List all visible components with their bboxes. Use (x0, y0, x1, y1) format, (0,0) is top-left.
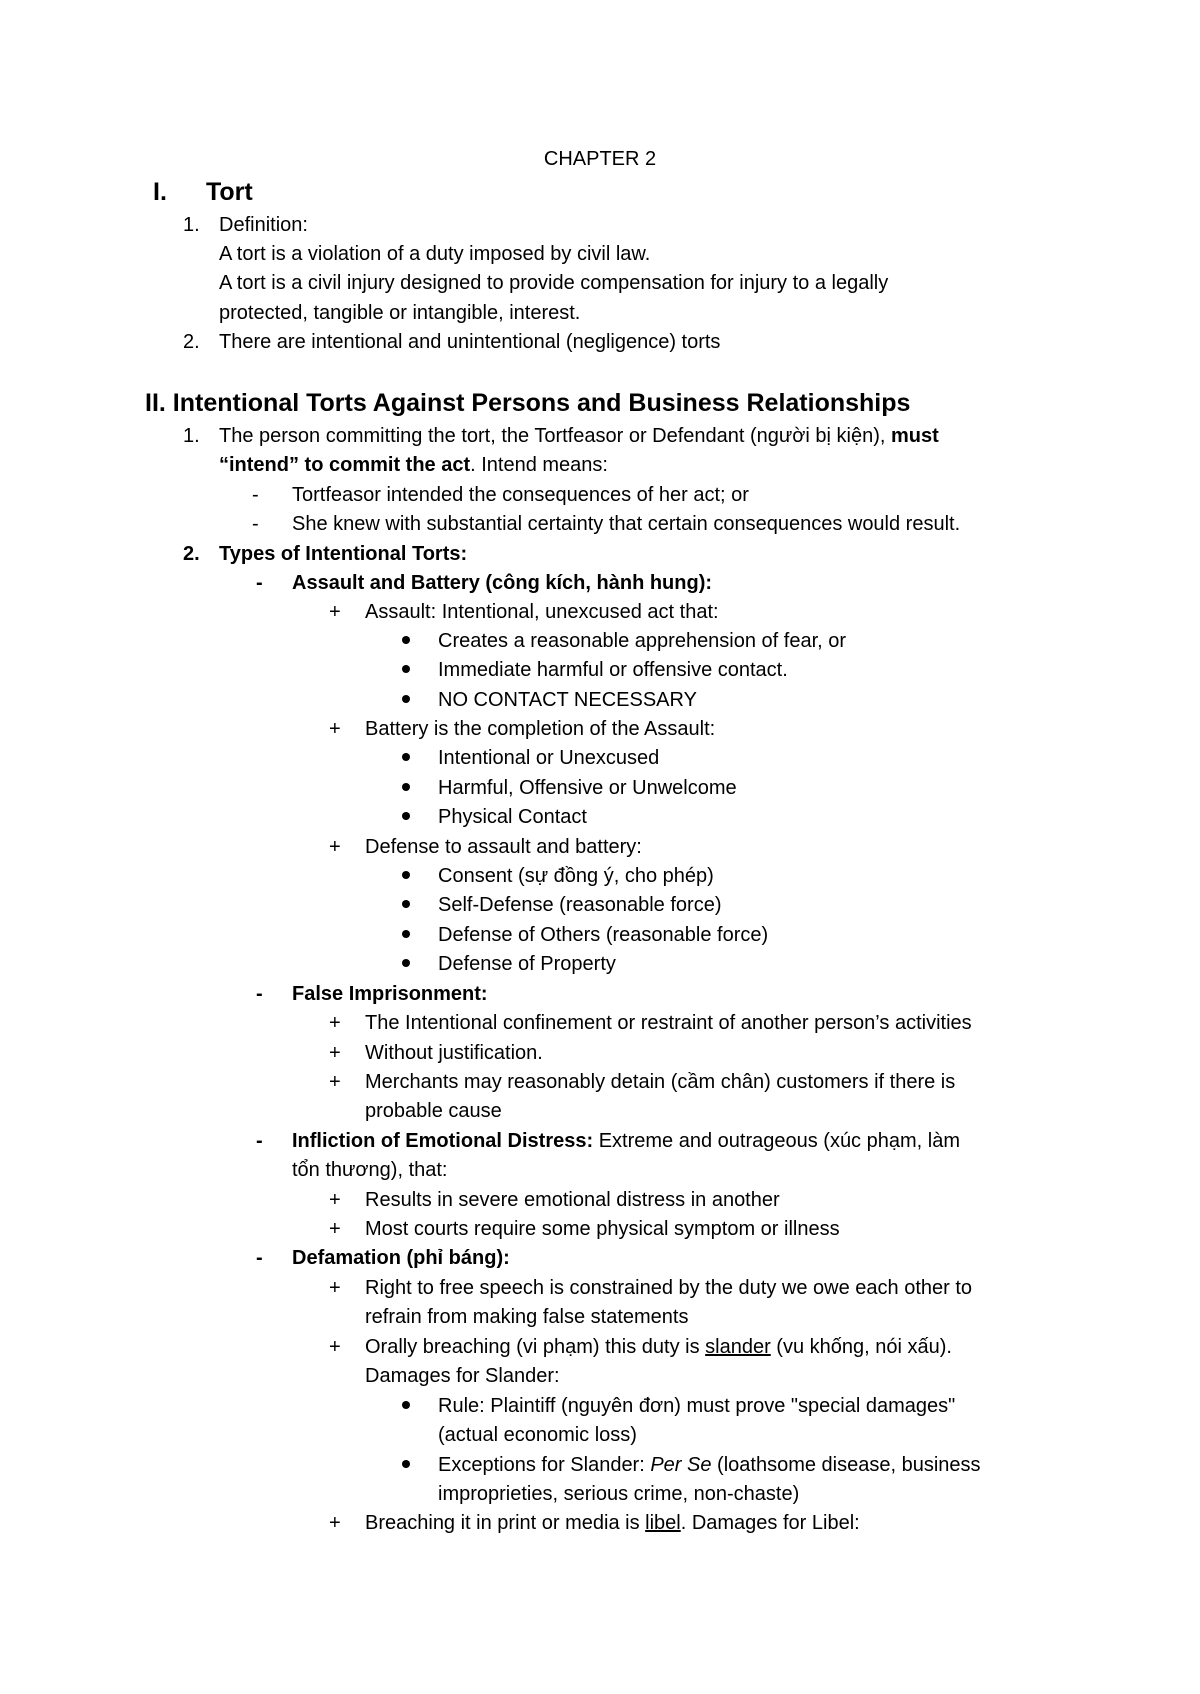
slander-line (365, 1334, 952, 1360)
defamation-heading: Defamation (phỉ báng): (292, 1247, 510, 1269)
battery-definition: Battery is the completion of the Assault: (365, 718, 716, 740)
plus-marker: + (329, 1512, 341, 1534)
battery-element: Physical Contact (438, 806, 587, 828)
libel-line (365, 1510, 860, 1536)
battery-element: Intentional or Unexcused (438, 747, 660, 769)
dash-marker: - (252, 513, 259, 535)
assault-element: Immediate harmful or offensive contact. (438, 659, 788, 681)
plus-marker: + (329, 1042, 341, 1064)
false-imprisonment-point: Without justification. (365, 1042, 543, 1064)
assault-element: Creates a reasonable apprehension of fear, or (438, 630, 847, 652)
dash-marker: - (256, 1130, 263, 1152)
assault-element: NO CONTACT NECESSARY (438, 689, 697, 711)
plus-marker: + (329, 1277, 341, 1299)
intent-definition-2: She knew with substantial certainty that certain consequences would result. (292, 513, 961, 535)
dash-marker: - (256, 1247, 263, 1269)
defense-item: Self-Defense (reasonable force) (438, 894, 722, 916)
bullet-dot (402, 753, 410, 761)
intent-line-2 (219, 452, 608, 478)
bullet-dot (402, 1401, 410, 1409)
assault-definition: Assault: Intentional, unexcused act that: (365, 601, 719, 623)
false-imprisonment-point: The Intentional confinement or restraint of another person’s activities (365, 1012, 972, 1034)
bullet-dot (402, 665, 410, 673)
plus-marker: + (329, 836, 341, 858)
false-imprisonment-heading: False Imprisonment: (292, 983, 488, 1005)
bullet-dot (402, 1460, 410, 1468)
exceptions-list: (loathsome disease, business (711, 1454, 981, 1476)
intent-commit: “intend” to commit the act (219, 454, 471, 476)
dash-marker: - (256, 983, 263, 1005)
libel-term: libel (645, 1512, 681, 1534)
assault-battery-heading: Assault and Battery (công kích, hành hung): (292, 572, 713, 594)
defamation-point-cont: refrain from making false statements (365, 1306, 689, 1328)
bullet-dot (402, 812, 410, 820)
definition-label: Definition: (219, 214, 308, 236)
item-number: 1. (183, 425, 200, 447)
bullet-dot (402, 636, 410, 644)
plus-marker: + (329, 1012, 341, 1034)
chapter-heading: CHAPTER 2 (543, 148, 657, 170)
false-imprisonment-point: Merchants may reasonably detain (cầm chân) customers if there is (365, 1071, 956, 1093)
iied-point: Most courts require some physical symptom or illness (365, 1218, 840, 1240)
iied-point: Results in severe emotional distress in another (365, 1189, 780, 1211)
bullet-dot (402, 930, 410, 938)
battery-element: Harmful, Offensive or Unwelcome (438, 777, 737, 799)
iied-heading: Infliction of Emotional Distress: (292, 1130, 594, 1152)
intent-text: The person committing the tort, the Tortfeasor or Defendant (người bị kiện), (219, 425, 892, 447)
bullet-dot (402, 695, 410, 703)
item-number: 1. (183, 214, 200, 236)
exceptions-label: Exceptions for Slander: (438, 1454, 651, 1476)
intent-definition-1: Tortfeasor intended the consequences of her act; or (292, 484, 749, 506)
libel-damages: . Damages for Libel: (680, 1512, 860, 1534)
intent-line-1 (219, 423, 939, 449)
plus-marker: + (329, 1218, 341, 1240)
defense-heading: Defense to assault and battery: (365, 836, 642, 858)
section-1-number: I. (153, 178, 167, 206)
defamation-point: Right to free speech is constrained by the duty we owe each other to (365, 1277, 973, 1299)
iied-line-2: tổn thương), that: (292, 1159, 448, 1181)
bullet-dot (402, 871, 410, 879)
slander-translation: (vu khống, nói xấu). (770, 1336, 952, 1358)
plus-marker: + (329, 1071, 341, 1093)
tort-types-text: There are intentional and unintentional (negligence) torts (219, 331, 721, 353)
dash-marker: - (252, 484, 259, 506)
bullet-dot (402, 900, 410, 908)
types-heading: Types of Intentional Torts: (219, 543, 468, 565)
definition-line-3: protected, tangible or intangible, interest. (219, 302, 581, 324)
false-imprisonment-point-cont: probable cause (365, 1100, 502, 1122)
slander-rule-cont: (actual economic loss) (438, 1424, 637, 1446)
intent-must: must (891, 425, 939, 447)
plus-marker: + (329, 601, 341, 623)
defense-item: Defense of Property (438, 953, 616, 975)
plus-marker: + (329, 718, 341, 740)
per-se-term: Per Se (650, 1454, 712, 1476)
item-number: 2. (183, 543, 200, 565)
defense-item: Consent (sự đồng ý, cho phép) (438, 865, 714, 887)
dash-marker: - (256, 572, 263, 594)
intent-means: . Intend means: (470, 454, 608, 476)
slander-term: slander (705, 1336, 771, 1358)
item-number: 2. (183, 331, 200, 353)
plus-marker: + (329, 1189, 341, 1211)
iied-text: Extreme and outrageous (xúc phạm, làm (593, 1130, 960, 1152)
slander-text: Orally breaching (vi phạm) this duty is (365, 1336, 706, 1358)
defense-item: Defense of Others (reasonable force) (438, 924, 769, 946)
bullet-dot (402, 783, 410, 791)
definition-line-1: A tort is a violation of a duty imposed by civil law. (219, 243, 651, 265)
section-1-title: Tort (206, 178, 253, 206)
definition-line-2: A tort is a civil injury designed to provide compensation for injury to a legally (219, 272, 889, 294)
slander-damages-label: Damages for Slander: (365, 1365, 560, 1387)
libel-text: Breaching it in print or media is (365, 1512, 646, 1534)
slander-exceptions (438, 1452, 981, 1478)
bullet-dot (402, 959, 410, 967)
section-2-title: II. Intentional Torts Against Persons and Business Relationships (145, 389, 911, 417)
plus-marker: + (329, 1336, 341, 1358)
slander-rule: Rule: Plaintiff (nguyên đơn) must prove "special damages" (438, 1395, 956, 1417)
slander-exceptions-cont: improprieties, serious crime, non-chaste) (438, 1483, 800, 1505)
iied-line-1 (292, 1128, 960, 1154)
